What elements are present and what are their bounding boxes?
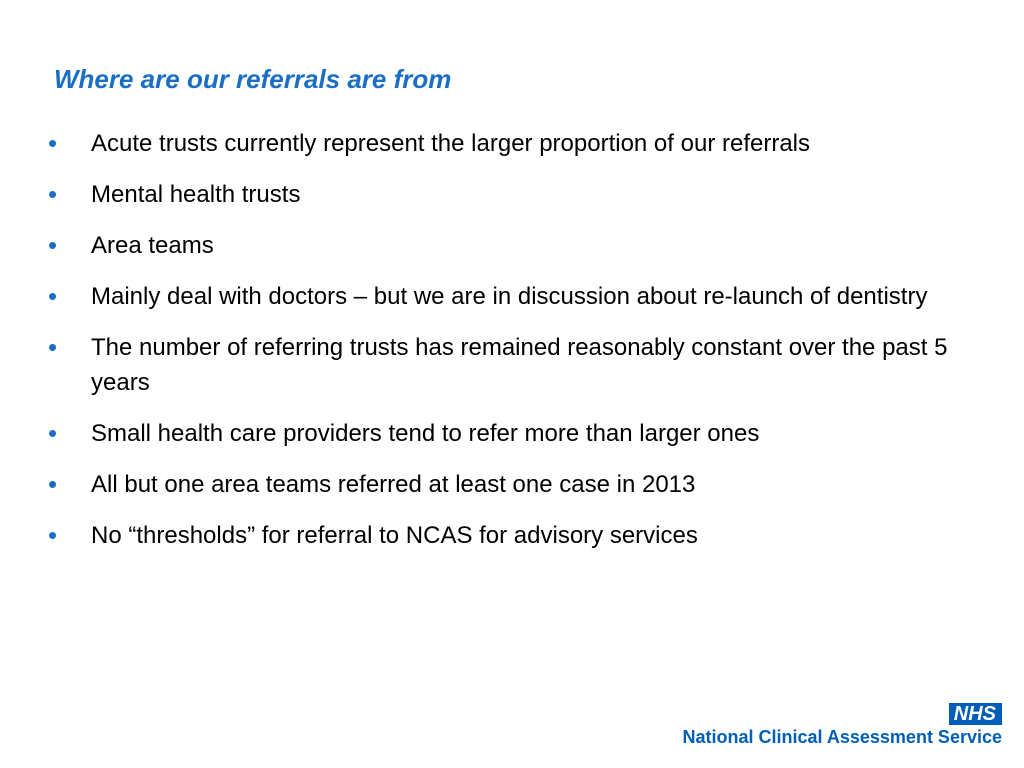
bullet-dot-icon: • xyxy=(48,281,58,311)
bullet-text: Acute trusts currently represent the larger proportion of our referrals xyxy=(91,130,810,157)
nhs-logo-badge: NHS xyxy=(949,703,1002,725)
bullet-dot-icon: • xyxy=(48,520,58,550)
bullet-text: The number of referring trusts has remained reasonably constant over the past 5 years xyxy=(91,334,948,396)
bullet-dot-icon: • xyxy=(48,230,58,260)
bullet-item xyxy=(48,177,988,212)
bullet-item xyxy=(48,279,988,314)
bullet-item xyxy=(48,228,988,263)
bullet-text: Area teams xyxy=(91,232,214,259)
bullet-text: Mainly deal with doctors – but we are in discussion about re-launch of dentistry xyxy=(91,283,928,310)
bullet-dot-icon: • xyxy=(48,418,58,448)
organisation-name: National Clinical Assessment Service xyxy=(682,727,1002,747)
bullet-list xyxy=(48,126,988,569)
bullet-dot-icon: • xyxy=(48,332,58,362)
bullet-text: Mental health trusts xyxy=(91,181,301,208)
bullet-dot-icon: • xyxy=(48,179,58,209)
bullet-item xyxy=(48,416,988,451)
bullet-dot-icon: • xyxy=(48,469,58,499)
bullet-text: No “thresholds” for referral to NCAS for advisory services xyxy=(91,522,698,549)
bullet-item xyxy=(48,467,988,502)
bullet-text: Small health care providers tend to refer more than larger ones xyxy=(91,420,760,447)
bullet-item xyxy=(48,518,988,553)
ncas-logo xyxy=(683,703,1002,748)
bullet-text: All but one area teams referred at least one case in 2013 xyxy=(91,471,696,498)
bullet-item xyxy=(48,126,988,161)
bullet-dot-icon: • xyxy=(48,128,58,158)
bullet-item xyxy=(48,330,988,400)
slide-title: Where are our referrals are from xyxy=(54,64,452,94)
